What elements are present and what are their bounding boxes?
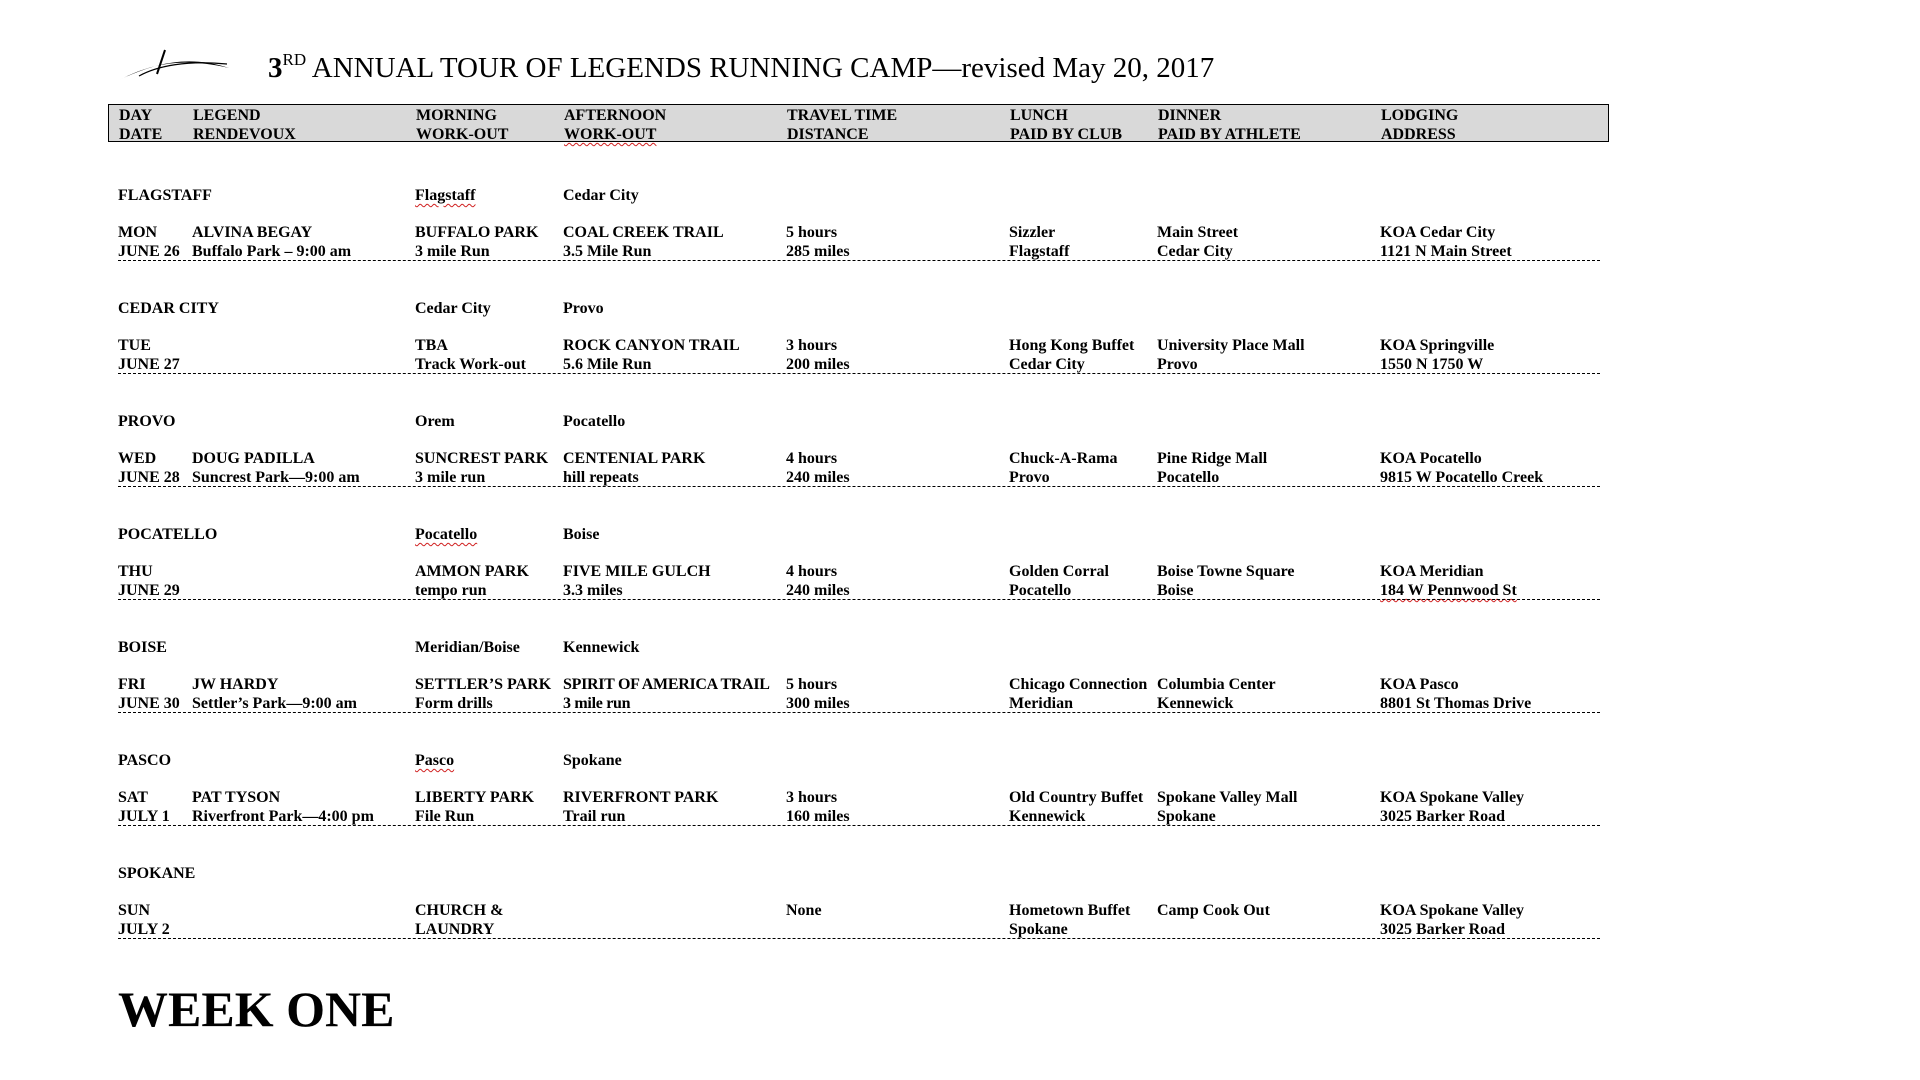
header-lodging: LODGING ADDRESS	[1381, 107, 1459, 143]
header-morning-workout: MORNING WORK-OUT	[416, 107, 509, 143]
day-block-tuesday	[0, 299, 1920, 412]
header-travel-distance: TRAVEL TIME DISTANCE	[787, 107, 898, 143]
day-block-sunday	[0, 864, 1920, 977]
row-divider	[118, 373, 1600, 374]
morning-workout: SETTLER’S PARK Form drills	[415, 676, 552, 712]
afternoon-workout: ROCK CANYON TRAIL 5.6 Mile Run	[563, 337, 740, 373]
afternoon-workout: COAL CREEK TRAIL 3.5 Mile Run	[563, 224, 724, 260]
header-day-date: DAY DATE	[119, 107, 163, 143]
lodging: KOA Pasco 8801 St Thomas Drive	[1380, 676, 1532, 712]
lunch: Hong Kong Buffet Cedar City	[1009, 337, 1135, 373]
swoosh-logo-icon	[117, 44, 233, 84]
week-label: WEEK ONE	[118, 981, 395, 1037]
morning-workout: BUFFALO PARK 3 mile Run	[415, 224, 539, 260]
city-label: FLAGSTAFF	[118, 187, 212, 204]
dinner: Columbia Center Kennewick	[1157, 676, 1276, 712]
travel-distance: 4 hours 240 miles	[786, 563, 850, 599]
day-block-friday	[0, 638, 1920, 751]
dinner: Main Street Cedar City	[1157, 224, 1239, 260]
dinner: University Place Mall Provo	[1157, 337, 1305, 373]
city-label: CEDAR CITY	[118, 300, 219, 317]
travel-distance: 3 hours 200 miles	[786, 337, 850, 373]
header-dinner: DINNER PAID BY ATHLETE	[1158, 107, 1301, 143]
legend-rendezvous: ALVINA BEGAY Buffalo Park – 9:00 am	[192, 224, 352, 260]
row-divider	[118, 712, 1600, 713]
morning-city: Pasco	[415, 752, 455, 769]
morning-workout: AMMON PARK tempo run	[415, 563, 529, 599]
lunch: Golden Corral Pocatello	[1009, 563, 1109, 599]
city-label: SPOKANE	[118, 865, 196, 882]
title-number: 3	[268, 52, 283, 84]
morning-city: Meridian/Boise	[415, 639, 520, 656]
lunch: Old Country Buffet Kennewick	[1009, 789, 1144, 825]
lodging: KOA Spokane Valley 3025 Barker Road	[1380, 902, 1525, 938]
travel-distance: 5 hours 285 miles	[786, 224, 850, 260]
morning-city: Pocatello	[415, 526, 478, 543]
row-divider	[118, 825, 1600, 826]
city-label: POCATELLO	[118, 526, 218, 543]
city-label: PROVO	[118, 413, 176, 430]
afternoon-workout: FIVE MILE GULCH 3.3 miles	[563, 563, 711, 599]
legend-rendezvous: DOUG PADILLA Suncrest Park—9:00 am	[192, 450, 360, 486]
dinner: Boise Towne Square Boise	[1157, 563, 1295, 599]
header-lunch: LUNCH PAID BY CLUB	[1010, 107, 1123, 143]
lodging: KOA Meridian 184 W Pennwood St	[1380, 563, 1517, 599]
lunch: Chuck-A-Rama Provo	[1009, 450, 1118, 486]
day-block-saturday	[0, 751, 1920, 864]
afternoon-city: Boise	[563, 526, 600, 543]
header-legend-rendezvous: LEGEND RENDEVOUX	[193, 107, 296, 143]
dinner: Camp Cook Out	[1157, 902, 1270, 919]
legend-rendezvous: JW HARDY Settler’s Park—9:00 am	[192, 676, 357, 712]
city-label: BOISE	[118, 639, 167, 656]
column-header-bar	[108, 104, 1609, 142]
day-date: WED JUNE 28	[118, 450, 180, 486]
title-suffix: RD	[282, 50, 307, 69]
lodging: KOA Springville 1550 N 1750 W	[1380, 337, 1495, 373]
morning-workout: CHURCH & LAUNDRY	[415, 902, 504, 938]
title-text: ANNUAL TOUR OF LEGENDS RUNNING CAMP—revised May 20, 2017	[306, 52, 1215, 84]
row-divider	[118, 486, 1600, 487]
day-date: THU JUNE 29	[118, 563, 180, 599]
lodging: KOA Spokane Valley 3025 Barker Road	[1380, 789, 1525, 825]
morning-workout: TBA Track Work-out	[415, 337, 526, 373]
header-afternoon-workout: AFTERNOON WORK-OUT	[564, 107, 667, 143]
travel-distance: None	[786, 902, 822, 919]
day-block-thursday	[0, 525, 1920, 638]
day-date: FRI JUNE 30	[118, 676, 180, 712]
afternoon-city: Pocatello	[563, 413, 626, 430]
day-date: SUN JULY 2	[118, 902, 170, 938]
lodging: KOA Pocatello 9815 W Pocatello Creek	[1380, 450, 1544, 486]
row-divider	[118, 938, 1600, 939]
morning-workout: LIBERTY PARK File Run	[415, 789, 535, 825]
lunch: Hometown Buffet Spokane	[1009, 902, 1131, 938]
afternoon-workout: RIVERFRONT PARK Trail run	[563, 789, 719, 825]
day-date: TUE JUNE 27	[118, 337, 180, 373]
day-block-wednesday	[0, 412, 1920, 525]
lunch: Chicago Connection Meridian	[1009, 676, 1148, 712]
lunch: Sizzler Flagstaff	[1009, 224, 1070, 260]
afternoon-workout: CENTENIAL PARK hill repeats	[563, 450, 706, 486]
afternoon-workout: SPIRIT OF AMERICA TRAIL 3 mile run	[563, 676, 770, 712]
row-divider	[118, 260, 1600, 261]
day-date: MON JUNE 26	[118, 224, 180, 260]
afternoon-city: Cedar City	[563, 187, 639, 204]
morning-city: Flagstaff	[415, 187, 476, 204]
dinner: Spokane Valley Mall Spokane	[1157, 789, 1298, 825]
travel-distance: 3 hours 160 miles	[786, 789, 850, 825]
dinner: Pine Ridge Mall Pocatello	[1157, 450, 1268, 486]
page-title	[268, 50, 1214, 85]
city-label: PASCO	[118, 752, 172, 769]
travel-distance: 5 hours 300 miles	[786, 676, 850, 712]
afternoon-city: Spokane	[563, 752, 622, 769]
lodging: KOA Cedar City 1121 N Main Street	[1380, 224, 1512, 260]
afternoon-city: Kennewick	[563, 639, 640, 656]
morning-city: Cedar City	[415, 300, 491, 317]
row-divider	[118, 599, 1600, 600]
afternoon-city: Provo	[563, 300, 604, 317]
legend-rendezvous: PAT TYSON Riverfront Park—4:00 pm	[192, 789, 374, 825]
travel-distance: 4 hours 240 miles	[786, 450, 850, 486]
day-date: SAT JULY 1	[118, 789, 170, 825]
day-block-monday	[0, 186, 1920, 299]
morning-workout: SUNCREST PARK 3 mile run	[415, 450, 549, 486]
morning-city: Orem	[415, 413, 455, 430]
